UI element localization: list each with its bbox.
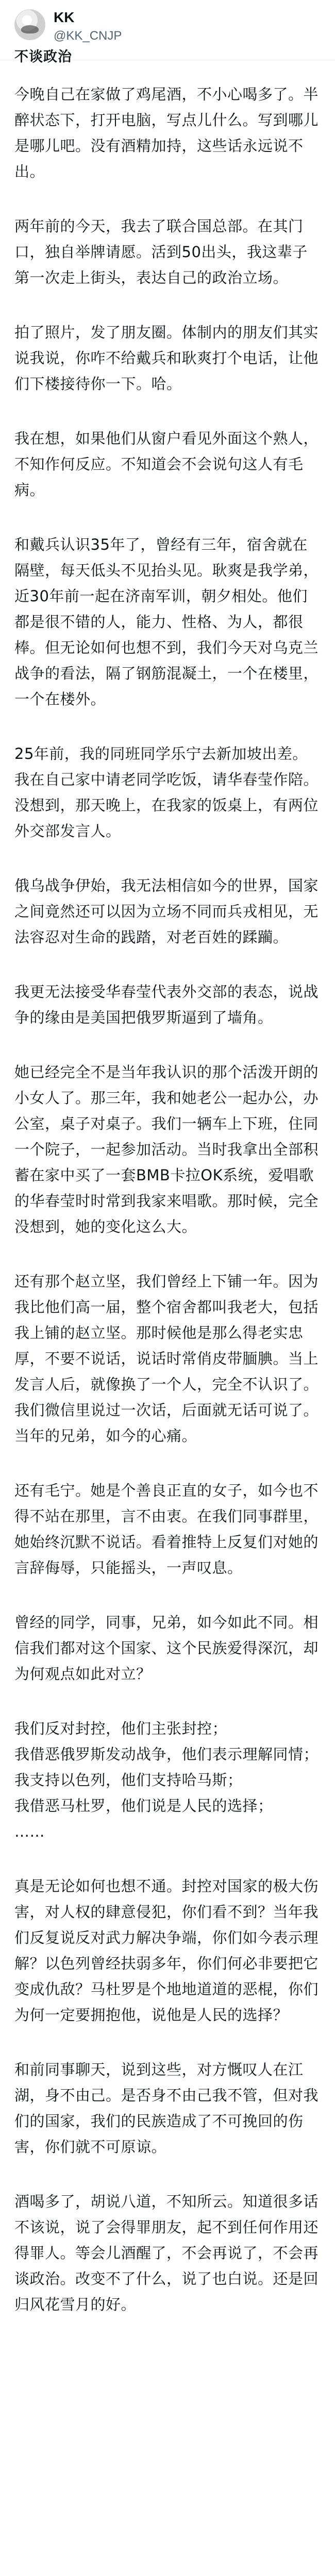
- author-handle[interactable]: @KK_CNJP: [54, 29, 122, 43]
- paragraph: 我更无法接受华春莹代表外交部的表态，说战争的缘由是美国把俄罗斯逼到了墙角。: [14, 983, 319, 1026]
- paragraph: 俄乌战争伊始，我无法相信如今的世界，国家之间竟然还可以因为立场不同而兵戎相见，无法容忍对生命的践踏，对老百姓的蹂躏。: [14, 877, 319, 946]
- post-title: 不谈政治: [14, 49, 72, 65]
- avatar-icon[interactable]: [14, 9, 45, 40]
- paragraph: 两年前的今天，我去了联合国总部。在其门口，独自举牌请愿。活到50出头，我这辈子第一次走上街头，表达自己的政治立场。: [14, 217, 308, 286]
- paragraph: 曾经的同学，同事，兄弟，如今如此不同。相信我们都对这个国家、这个民族爱得深沉，却为何观点如此对立？: [14, 1614, 319, 1683]
- paragraph: 真是无论如何也想不通。封控对国家的极大伤害，对人权的肆意侵犯，你们看不到？当年我们反复说反对武力解决争端，你们如今表示理解？以色列曾经扶弱多年，你们何必非要把它变成仇敌？马杜罗是个地地道道的恶棍，你们为何一定要拥抱他，说他是人民的选择？: [14, 1877, 319, 2024]
- post-header: [0, 0, 335, 65]
- paragraph: 25年前，我的同班同学乐宁去新加坡出差。我在自己家中请老同学吃饭，请华春莹作陪。没想到，那天晚上，在我家的饭桌上，有两位外交部发言人。: [14, 745, 319, 840]
- post-body: [14, 81, 322, 2346]
- paragraph: 拍了照片，发了朋友圈。体制内的朋友们其实说我说，你咋不给戴兵和耿爽打个电话，让他们下楼接待你一下。哈。: [14, 324, 319, 393]
- paragraph: 和戴兵认识35年了，曾经有三年，宿舍就在隔壁，每天低头不见抬头见。耿爽是我学弟，近30年前一起在济南军训，朝夕相处。他们都是很不错的人，能力、性格、为人，都很棒。但无论如何也想不到，我们今天对乌克兰战争的看法，隔了钢筋混凝土，一个在楼里，一个在楼外。: [14, 536, 319, 708]
- paragraph: 还有那个赵立坚，我们曾经上下铺一年。因为我比他们高一届，整个宿舍都叫我老大，包括我上铺的赵立坚。那时候他是那么得老实忠厚，不要不说话，说话时常俏皮带腼腆。当上发言人后，就像换了一个人，完全不认识了。我们微信里说过一次话，后面就无话可说了。当年的兄弟，如今的心痛。: [14, 1273, 319, 1445]
- paragraph: 她已经完全不是当年我认识的那个活泼开朗的小女人了。那三年，我和她老公一起办公，办公室，桌子对桌子。我们一辆车上下班，住同一个院子，一起参加活动。当时我拿出全部积蓄在家中买了一套BMB卡拉OK系统，爱唱歌的华春莹时时常到我家来唱歌。那时候，完全没想到，她的变化这么大。: [14, 1063, 319, 1235]
- paragraph: 今晚自己在家做了鸡尾酒，不小心喝多了。半醉状态下，打开电脑，写点儿什么。写到哪儿是哪儿吧。没有酒精加持，这些话永远说不出。: [14, 86, 319, 180]
- paragraph: 酒喝多了，胡说八道，不知所云。知道很多话不该说，说了会得罪朋友，起不到任何作用还得罪人。等会儿酒醒了，不会再说了，不会再谈政治。改变不了什么，说了也白说。还是回归风花雪月的好。: [14, 2193, 319, 2313]
- paragraph: 我们反对封控，他们主张封控； 我借恶俄罗斯发动战争，他们表示理解同情； 我支持以色列，他们支持哈马斯； 我借恶马杜罗，他们说是人民的选择； ……: [14, 1720, 319, 1840]
- author-display-name[interactable]: KK: [54, 9, 75, 25]
- paragraph: 我在想，如果他们从窗户看见外面这个熟人，不知作何反应。不知道会不会说句这人有毛病。: [14, 430, 319, 499]
- paragraph: 和前同事聊天，说到这些，对方慨叹人在江湖，身不由己。是否身不由己我不管，但对我们的国家，我们的民族造成了不可挽回的伤害，你们就不可原谅。: [14, 2061, 319, 2156]
- paragraph: 还有毛宁。她是个善良正直的女子，如今也不得不站在那里，言不由衷。在我们同事群里，她始终沉默不说话。看着推特上反复们对她的言辞侮辱，只能摇头，一声叹息。: [14, 1482, 319, 1577]
